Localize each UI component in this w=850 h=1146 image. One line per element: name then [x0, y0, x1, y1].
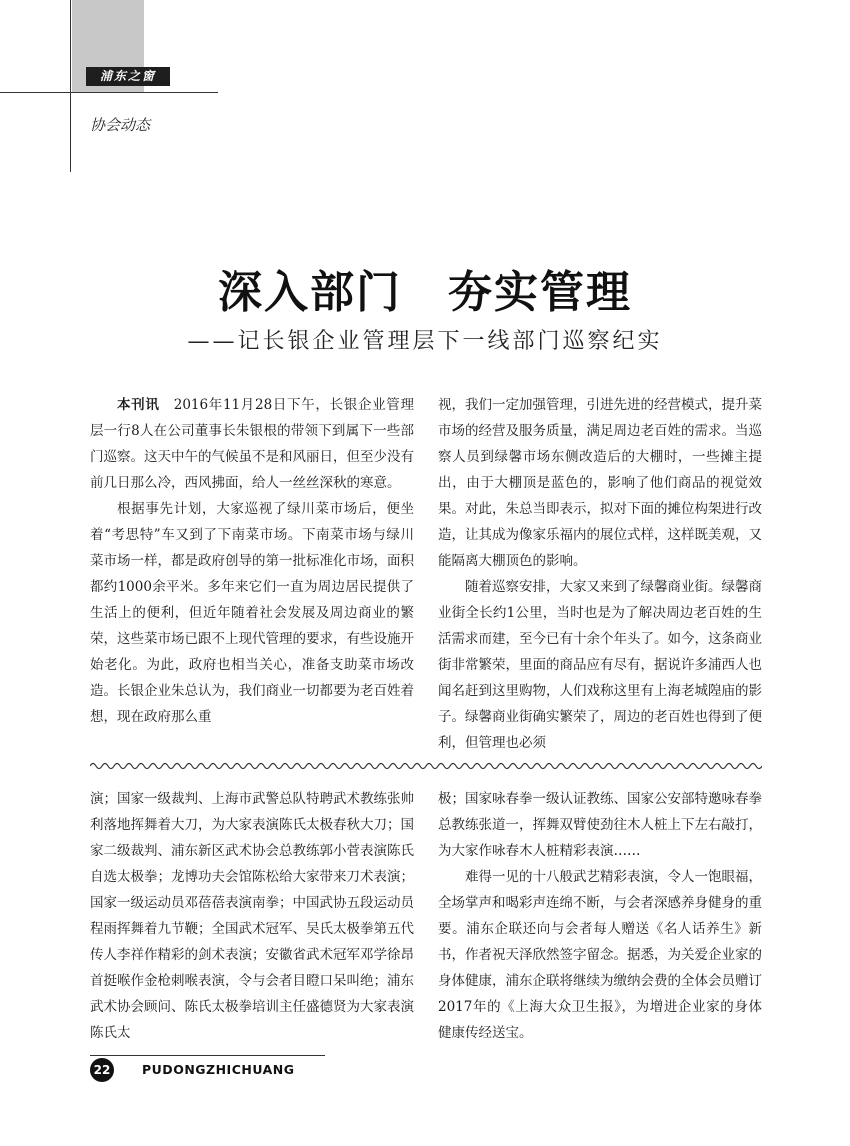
paragraph: 演；国家一级裁判、上海市武警总队特聘武术教练张帅利落地挥舞着大刀，为大家表演陈氏太极春秋大刀；国家二级裁判、浦东新区武术协会总教练郭小菅表演陈氏自选太极拳；龙博功夫会馆陈松给大家带来刀术表演；国家一级运动员邓蓓蓓表演南拳；中国武协五段运动员程雨挥舞着九节鞭；全国武术冠军、吴氏太极拳第五代传人李祥作精彩的剑术表演；安徽省武术冠军邓学徐昂首挺喉作金枪刺喉表演，令与会者目瞪口呆叫绝；浦东武术协会顾问、陈氏太极拳培训主任盛德贤为大家表演陈氏太: [90, 791, 414, 1041]
header-vertical-rule: [70, 0, 71, 172]
footer-rule: [90, 1055, 325, 1056]
paragraph: 极；国家咏春拳一级认证教练、国家公安部特邀咏春拳总教练张道一，挥舞双臂使劲往木人桩上下左右敲打，为大家作咏春木人桩精彩表演……: [438, 791, 762, 859]
column-2: [438, 392, 762, 756]
brand-badge: 浦东之窗: [86, 67, 170, 86]
lead-label: 本刊讯: [117, 397, 160, 413]
wavy-divider: [90, 760, 762, 772]
section-label: 协会动态: [90, 116, 151, 134]
magazine-name: PUDONGZHICHUANG: [142, 1062, 295, 1077]
paragraph: 难得一见的十八般武艺精彩表演，令人一饱眼福，全场掌声和喝彩声连绵不断，与会者深感养身健身的重要。浦东企联还向与会者每人赠送《名人话养生》新书，作者祝天泽欣然签字留念。据悉，为关爱企业家的身体健康，浦东企联将继续为缴纳会费的全体会员赠订2017年的《上海大众卫生报》，为增进企业家的身体健康传经送宝。: [438, 869, 762, 1041]
paragraph: 根据事先计划，大家巡视了绿川菜市场后，便坐着“考思特”车又到了下南菜市场。下南菜市场与绿川菜市场一样，都是政府创导的第一批标准化市场，面积都约1000余平米。多年来它们一直为周边居民提供了生活上的便利，但近年随着社会发展及周边商业的繁荣，这些菜市场已跟不上现代管理的要求，有些设施开始老化。为此，政府也相当关心，准备支助菜市场改造。长银企业朱总认为，我们商业一切都要为老百姓着想，现在政府那么重: [90, 501, 414, 725]
column-1: [90, 392, 414, 730]
article-subtitle: ——记长银企业管理层下一线部门巡察纪实: [187, 329, 663, 354]
paragraph: 视，我们一定加强管理，引进先进的经营模式，提升菜市场的经营及服务质量，满足周边老百姓的需求。当巡察人员到绿馨市场东侧改造后的大棚时，一些摊主提出，由于大棚顶是蓝色的，影响了他们商品的视觉效果。对此，朱总当即表示，拟对下面的摊位构架进行改造，让其成为像家乐福内的展位式样，这样既美观，又能隔离大棚顶色的影响。: [438, 397, 762, 569]
paragraph-text: 2016年11月28日下午，长银企业管理层一行8人在公司董事长朱银根的带领下到属下一些部门巡察。这天中午的气候虽不是和风丽日，但至少没有前几日那么冷，西风拂面，给人一丝丝深秋的寒意。: [90, 397, 414, 491]
header-horizontal-rule: [0, 92, 218, 93]
paragraph: 随着巡察安排，大家又来到了绿馨商业街。绿馨商业街全长约1公里，当时也是为了解决周边老百姓的生活需求而建，至今已有十余个年头了。如今，这条商业街非常繁荣，里面的商品应有尽有，据说许多浦西人也闻名赶到这里购物，人们戏称这里有上海老城隍庙的影子。绿馨商业街确实繁荣了，周边的老百姓也得到了便利，但管理也必须: [438, 579, 762, 751]
column-3: [90, 786, 414, 1046]
article-title: 深入部门 夯实管理: [218, 267, 632, 318]
page-number: 22: [90, 1058, 114, 1082]
column-4: [438, 786, 762, 1046]
paragraph: [90, 392, 414, 496]
